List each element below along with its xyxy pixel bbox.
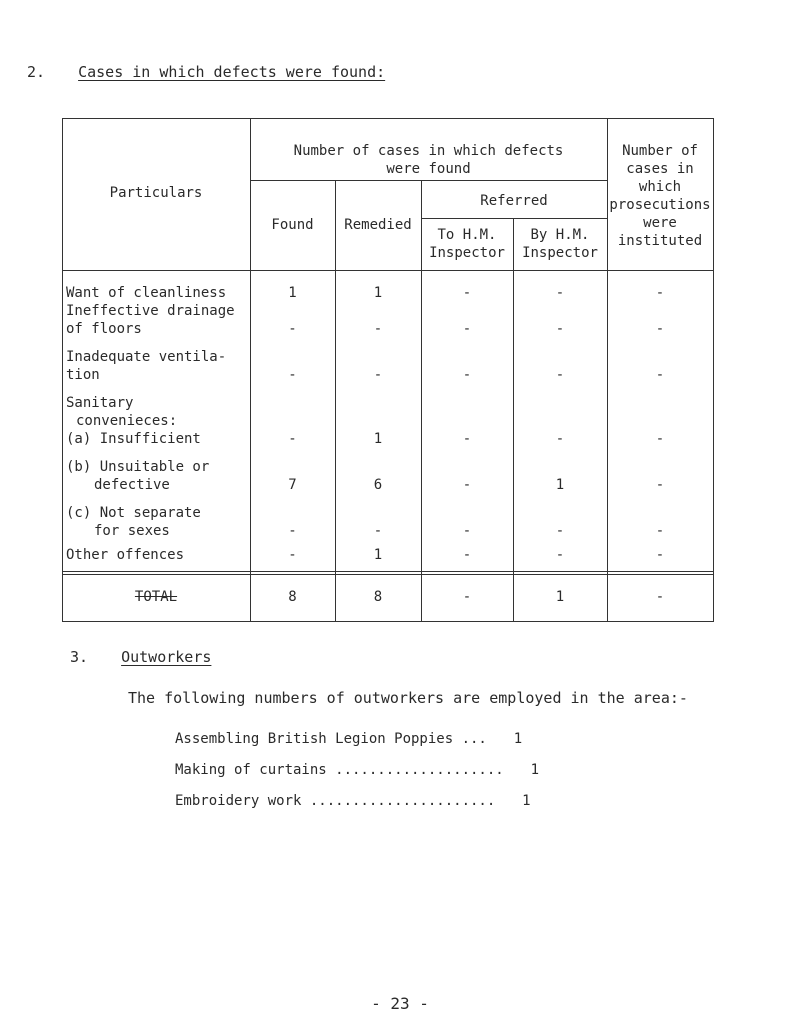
total-to-hm: - (462, 589, 472, 605)
cell-prosecutions: - (655, 547, 665, 563)
row-label: Other offences (66, 547, 185, 563)
cell-to-hm: - (462, 367, 472, 383)
item-label: Making of curtains .................... (175, 762, 504, 778)
section-number: 3. (70, 648, 89, 666)
row-label: Want of cleanliness (66, 285, 227, 301)
cell-found: 1 (288, 285, 297, 301)
defects-table (62, 118, 714, 622)
row-label: (a) Insufficient (66, 431, 201, 447)
list-item (175, 731, 522, 747)
row-label: Sanitary (66, 395, 134, 411)
header-prosecutions-1: Number of (622, 143, 698, 159)
table-border-top (62, 118, 714, 119)
header-prosecutions-3: which (638, 179, 682, 195)
outworkers-intro: The following numbers of outworkers are employed in the area:- (128, 689, 688, 707)
cell-remedied: - (373, 523, 383, 539)
total-remedied: 8 (373, 589, 383, 605)
header-prosecutions-4: prosecutions (609, 197, 711, 213)
total-top-line (62, 571, 714, 572)
cell-remedied: 6 (373, 477, 383, 493)
header-number-cases-2: were found (386, 161, 471, 177)
row-label: for sexes (94, 523, 170, 539)
total-top-line-double (62, 574, 714, 575)
item-count: 1 (522, 793, 531, 809)
cell-prosecutions: - (655, 367, 665, 383)
cell-by-hm: - (555, 547, 565, 563)
header-to-hm-1: To H.M. (437, 227, 497, 243)
header-prosecutions-2: cases in (626, 161, 694, 177)
list-item (175, 793, 531, 809)
cell-found: - (288, 431, 297, 447)
cell-by-hm: - (555, 523, 565, 539)
cell-to-hm: - (462, 547, 472, 563)
section-2-heading (27, 63, 385, 81)
item-count: 1 (513, 731, 523, 747)
header-prosecutions-5: were (643, 215, 677, 231)
total-by-hm: 1 (555, 589, 565, 605)
header-referred: Referred (480, 193, 548, 209)
cell-found: - (288, 321, 297, 337)
cell-prosecutions: - (655, 321, 665, 337)
row-label: of floors (66, 321, 142, 337)
cell-found: - (288, 547, 297, 563)
cell-found: - (288, 523, 297, 539)
header-bottom-line (62, 270, 714, 271)
cell-remedied: - (373, 367, 383, 383)
cell-remedied: 1 (373, 431, 383, 447)
row-label: tion (66, 367, 100, 383)
section-title: Cases in which defects were found: (78, 63, 386, 81)
table-border-bottom (62, 621, 714, 622)
header-found: Found (271, 217, 314, 233)
header-number-cases-1: Number of cases in which defects (293, 143, 564, 159)
header-prosecutions-6: instituted (617, 233, 703, 249)
row-label: (c) Not separate (66, 505, 201, 521)
section-3-heading (70, 648, 211, 666)
item-count: 1 (530, 762, 540, 778)
cell-to-hm: - (462, 285, 472, 301)
cell-to-hm: - (462, 431, 472, 447)
total-prosecutions: - (655, 589, 665, 605)
cell-by-hm: - (555, 321, 565, 337)
total-label: TOTAL (134, 589, 178, 605)
cell-remedied: - (373, 321, 383, 337)
item-label: Assembling British Legion Poppies ... (175, 731, 487, 747)
cell-prosecutions: - (655, 431, 665, 447)
header-by-hm-1: By H.M. (530, 227, 590, 243)
cell-to-hm: - (462, 321, 472, 337)
referred-sub-line (421, 218, 607, 219)
row-label: Ineffective drainage (66, 303, 235, 319)
section-number: 2. (27, 63, 46, 81)
row-label: (b) Unsuitable or (66, 459, 210, 475)
table-border-right (713, 118, 714, 622)
page-number: - 23 - (371, 994, 429, 1013)
item-label: Embroidery work ...................... (175, 793, 496, 809)
cell-to-hm: - (462, 477, 472, 493)
header-remedied: Remedied (344, 217, 412, 233)
cell-by-hm: - (555, 367, 565, 383)
row-label: convenieces: (76, 413, 178, 429)
cell-remedied: 1 (373, 285, 383, 301)
row-label: Inadequate ventila- (66, 349, 227, 365)
cell-remedied: 1 (373, 547, 383, 563)
list-item (175, 762, 539, 778)
cell-prosecutions: - (655, 523, 665, 539)
section-title: Outworkers (121, 648, 212, 666)
cell-prosecutions: - (655, 477, 665, 493)
cell-found: 7 (288, 477, 297, 493)
row-label: defective (94, 477, 170, 493)
cell-by-hm: 1 (555, 477, 565, 493)
total-found: 8 (288, 589, 297, 605)
header-particulars: Particulars (109, 185, 203, 201)
header-by-hm-2: Inspector (522, 245, 598, 261)
header-to-hm-2: Inspector (429, 245, 505, 261)
cell-by-hm: - (555, 431, 565, 447)
cell-to-hm: - (462, 523, 472, 539)
cell-found: - (288, 367, 297, 383)
cell-by-hm: - (555, 285, 565, 301)
header-sub-line (250, 180, 607, 181)
cell-prosecutions: - (655, 285, 665, 301)
